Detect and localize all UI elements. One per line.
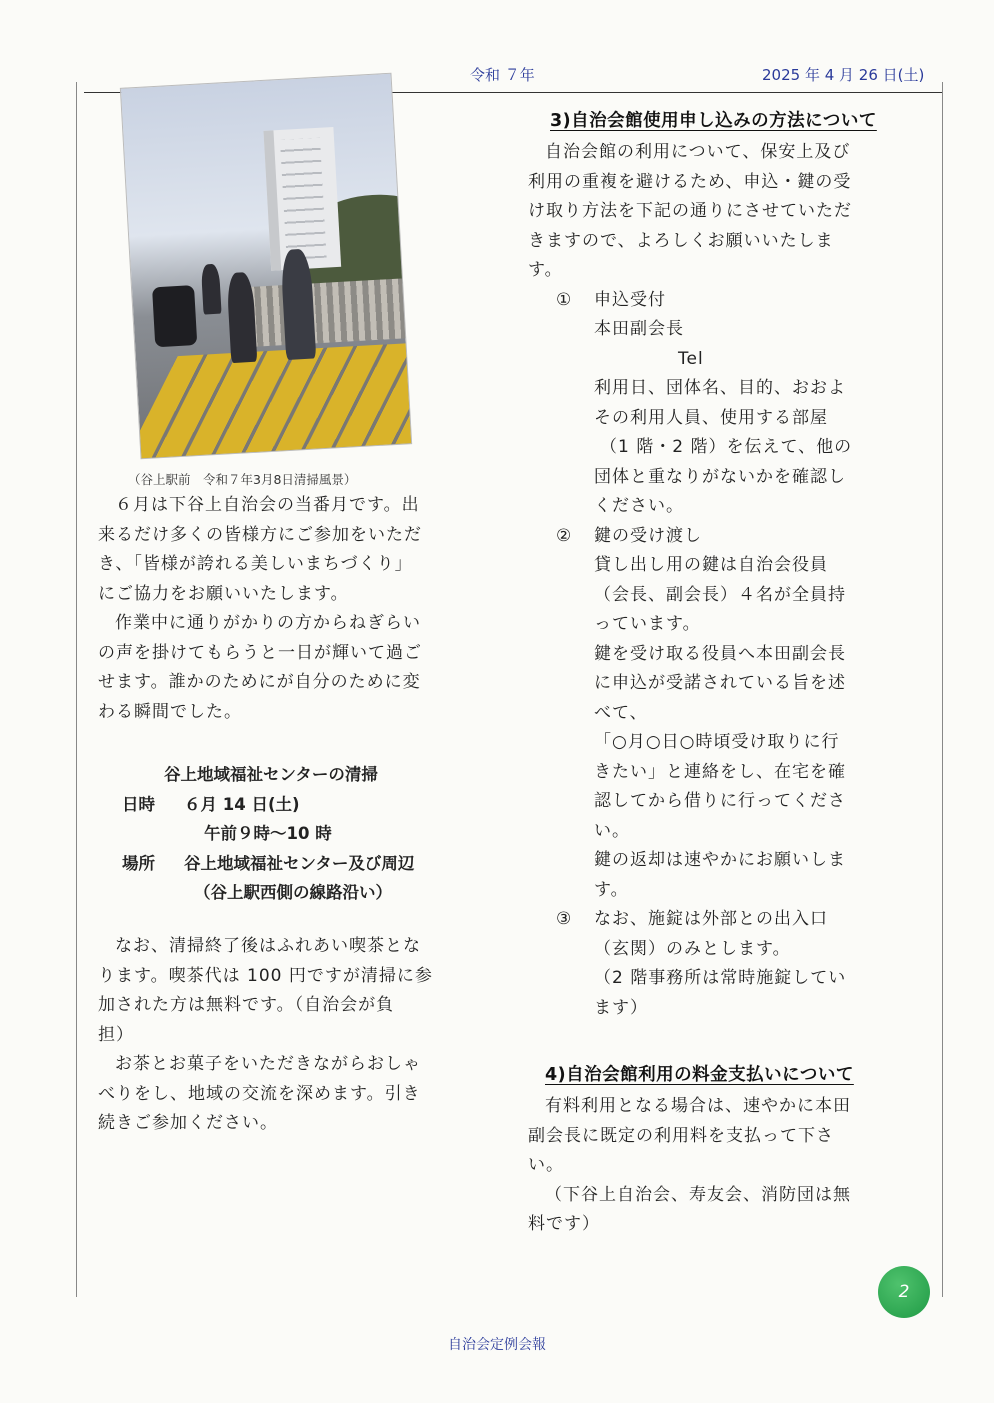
footer-title: 自治会定例会報 xyxy=(448,1337,546,1353)
paragraph-line: 認してから借りに行ってくださ xyxy=(594,791,846,811)
paragraph-line: 団体と重なりがないかを確認し xyxy=(594,466,846,487)
paragraph-line: （下谷上自治会、寿友会、消防団は無 xyxy=(545,1184,851,1205)
paragraph-line: す。 xyxy=(528,260,563,280)
event-title: 谷上地域福祉センターの清掃 xyxy=(164,765,378,784)
cleanup-event xyxy=(98,760,488,908)
paragraph-line: 鍵を受け取る役員へ本田副会長 xyxy=(594,643,846,664)
photo-caption: （谷上駅前 令和７年3月8日清掃風景） xyxy=(128,472,357,487)
contact-tel: Tel xyxy=(678,348,704,369)
header-era: 令和 ７年 xyxy=(470,66,535,84)
left-margin-rule xyxy=(76,82,77,1297)
left-column-closing xyxy=(98,932,488,1139)
paragraph-line: （2 階事務所は常時施錠してい xyxy=(594,968,847,988)
paragraph-line: け取り方法を下記の通りにさせていただ xyxy=(528,201,852,221)
paragraph-line: 有料利用となる場合は、速やかに本田 xyxy=(545,1096,851,1116)
section3-title: 3)自治会館使用申し込みの方法について xyxy=(550,111,877,131)
paragraph-line: ります。喫茶代は 100 円ですが清掃に参 xyxy=(98,965,433,986)
item-2 xyxy=(528,522,928,552)
item-title: 申込受付 xyxy=(594,289,666,310)
paragraph-line: 加された方は無料です。（自治会が負 xyxy=(98,995,395,1015)
paragraph-line: ６月は下谷上自治会の当番月です。出 xyxy=(115,495,420,515)
paragraph-line: ください。 xyxy=(594,496,684,516)
section4-body xyxy=(528,1092,928,1240)
paragraph-line: 作業中に通りがかりの方からねぎらい xyxy=(115,613,421,633)
event-place-label: 場所 xyxy=(122,853,155,873)
paragraph-line: い。 xyxy=(594,820,630,841)
cleanup-photo xyxy=(120,73,412,460)
paragraph-line: 来るだけ多くの皆様方にご参加をいただ xyxy=(98,524,422,545)
paragraph-line: 鍵の返却は速やかにお願いしま xyxy=(594,850,846,870)
paragraph-line: なお、清掃終了後はふれあい喫茶とな xyxy=(115,936,421,956)
item-title: 鍵の受け渡し xyxy=(594,525,702,546)
paragraph-line: 自治会館の利用について、保安上及び xyxy=(545,142,851,162)
photo-tactile-paving xyxy=(120,339,412,459)
section3-body xyxy=(528,138,928,1023)
paragraph-line: お茶とお菓子をいただきながらおしゃ xyxy=(115,1054,421,1074)
photo-person xyxy=(226,272,257,363)
paragraph-line: （会長、副会長）４名が全員持 xyxy=(594,584,846,605)
paragraph-line: に申込が受諾されている旨を述 xyxy=(594,673,846,693)
page-number-badge: 2 xyxy=(878,1266,930,1318)
event-date-value: ６月 14 日(土) xyxy=(184,794,300,814)
photo-railing xyxy=(242,276,412,347)
section4-title: 4)自治会館利用の料金支払いについて xyxy=(545,1065,854,1085)
item-3 xyxy=(528,905,928,935)
paragraph-line: い。 xyxy=(528,1155,564,1175)
left-column-intro xyxy=(98,491,488,727)
event-place-note: （谷上駅西側の線路沿い） xyxy=(194,883,392,902)
item-1 xyxy=(528,286,928,316)
paragraph-line: 担） xyxy=(98,1024,134,1045)
paragraph-line: 「○月○日○時頃受け取りに行 xyxy=(594,732,840,752)
paragraph-line: 利用の重複を避けるため、申込・鍵の受 xyxy=(528,171,852,192)
paragraph-line: べて、 xyxy=(594,702,648,723)
paragraph-line: きたい」と連絡をし、在宅を確 xyxy=(594,761,846,782)
item-title: なお、施錠は外部との出入口 xyxy=(594,909,828,929)
paragraph-line: わる瞬間でした。 xyxy=(98,701,242,722)
paragraph-line: せます。誰かのためにが自分のために変 xyxy=(98,672,421,692)
paragraph-line: にご協力をお願いいたします。 xyxy=(98,583,349,604)
paragraph-line: 貸し出し用の鍵は自治会役員 xyxy=(594,555,828,575)
event-place-value: 谷上地域福祉センター及び周辺 xyxy=(184,853,415,873)
paragraph-line: の声を掛けてもらうと一日が輝いて過ご xyxy=(98,642,422,663)
right-margin-rule xyxy=(942,82,943,1297)
paragraph-line: べりをし、地域の交流を深めます。引き xyxy=(98,1083,421,1104)
item-number: ① xyxy=(556,289,573,310)
header-date: 2025 年 4 月 26 日(土) xyxy=(762,66,925,84)
paragraph-line: （1 階・2 階）を伝えて、他の xyxy=(600,437,853,457)
paragraph-line: ます） xyxy=(594,997,648,1018)
contact-person: 本田副会長 xyxy=(594,319,684,339)
photo-scooter xyxy=(152,285,197,347)
photo-person xyxy=(201,264,222,315)
paragraph-line: その利用人員、使用する部屋 xyxy=(594,407,828,428)
photo-building xyxy=(263,127,341,271)
event-time-value: 午前９時～10 時 xyxy=(204,824,332,843)
event-date-label: 日時 xyxy=(122,794,155,814)
paragraph-line: （玄関）のみとします。 xyxy=(594,938,791,959)
paragraph-line: 副会長に既定の利用料を支払って下さ xyxy=(528,1125,834,1146)
paragraph-line: っています。 xyxy=(594,614,701,634)
paragraph-line: す。 xyxy=(594,879,629,900)
paragraph-line: 利用日、団体名、目的、おおよ xyxy=(594,378,846,398)
item-number: ② xyxy=(556,525,573,546)
paragraph-line: 続きご参加ください。 xyxy=(98,1113,278,1133)
paragraph-line: きますので、よろしくお願いいたしま xyxy=(528,230,834,251)
item-number: ③ xyxy=(556,909,573,929)
paragraph-line: き、「皆様が誇れる美しいまちづくり」 xyxy=(98,554,413,574)
paragraph-line: 料です） xyxy=(528,1214,600,1234)
